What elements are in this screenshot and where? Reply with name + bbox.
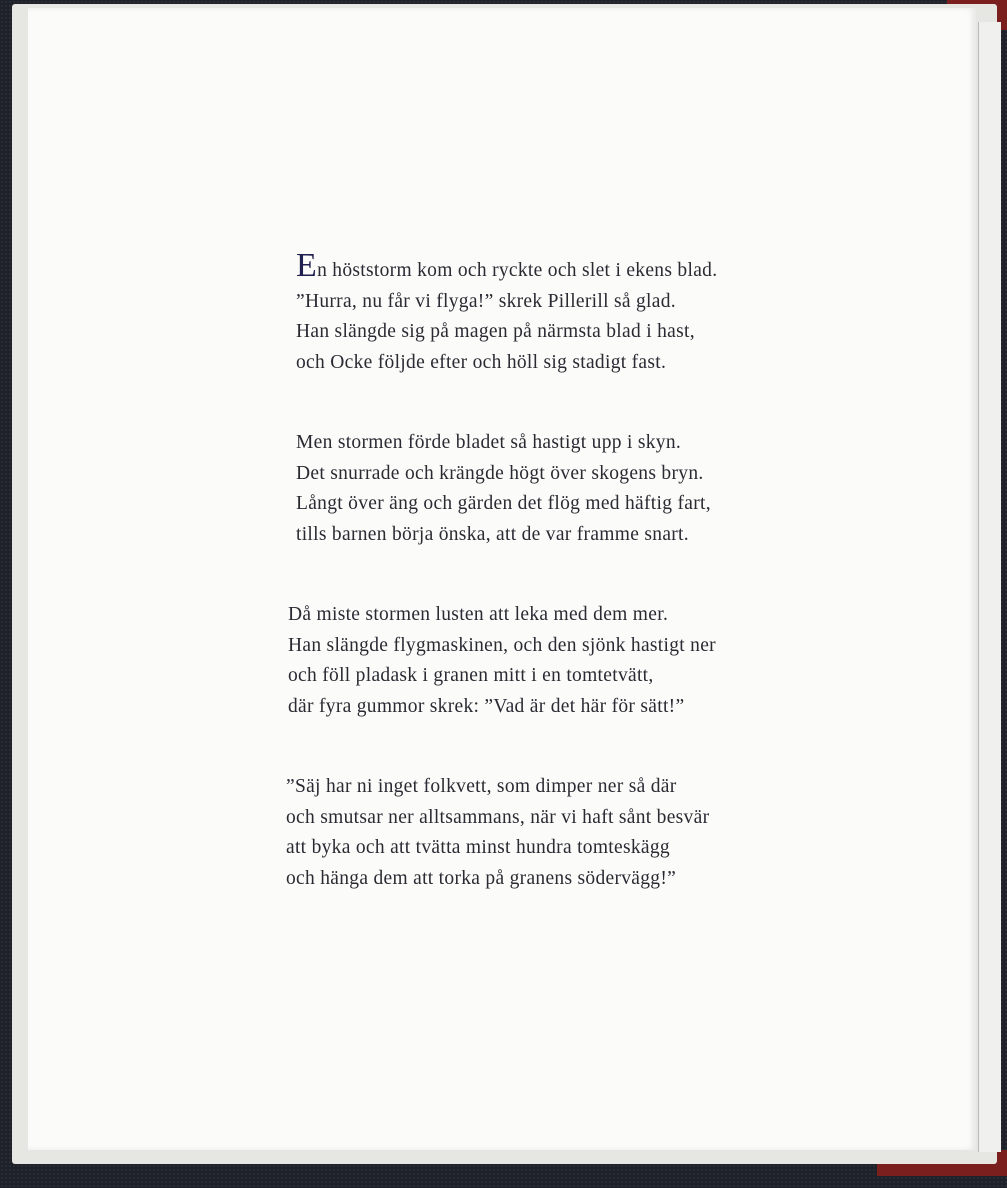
poem-line: att byka och att tvätta minst hundra tomteskägg xyxy=(286,837,670,858)
stanza-2 xyxy=(296,428,717,550)
poem-line: och hänga dem att torka på granens södervägg!” xyxy=(286,867,677,889)
drop-cap: E xyxy=(296,247,318,284)
poem-line: tills barnen börja önska, att de var framme snart. xyxy=(296,523,689,545)
poem-line: och smutsar ner alltsammans, när vi haft sånt besvär xyxy=(286,806,710,828)
stanza-4 xyxy=(286,772,717,894)
poem-line: ”Säj har ni inget folkvett, som dimper ner så där xyxy=(286,776,677,797)
poem-line: Men stormen förde bladet så hastigt upp i skyn. xyxy=(296,432,682,453)
poem-line: Han slängde flygmaskinen, och den sjönk hastigt ner xyxy=(288,634,716,656)
poem-line: Då miste stormen lusten att leka med dem mer. xyxy=(288,604,669,625)
poem-line: Det snurrade och krängde högt över skogens bryn. xyxy=(296,462,704,484)
line-text: n höststorm kom och ryckte och slet i ekens blad. xyxy=(317,260,718,281)
poem-line: och föll pladask i granen mitt i en tomtetvätt, xyxy=(288,665,654,686)
poem-line: Han slängde sig på magen på närmsta blad i hast, xyxy=(296,321,695,342)
poem xyxy=(286,247,718,944)
poem-line: där fyra gummor skrek: ”Vad är det här för sätt!” xyxy=(288,695,685,717)
next-page-edge xyxy=(978,22,1001,1152)
poem-line: och Ocke följde efter och höll sig stadigt fast. xyxy=(296,351,667,373)
stanza-3 xyxy=(288,600,717,722)
poem-line: ”Hurra, nu får vi flyga!” skrek Pillerill så glad. xyxy=(296,290,676,312)
poem-line xyxy=(296,247,718,287)
poem-line: Långt över äng och gärden det flög med häftig fart, xyxy=(296,493,711,514)
stanza-1 xyxy=(296,247,718,378)
